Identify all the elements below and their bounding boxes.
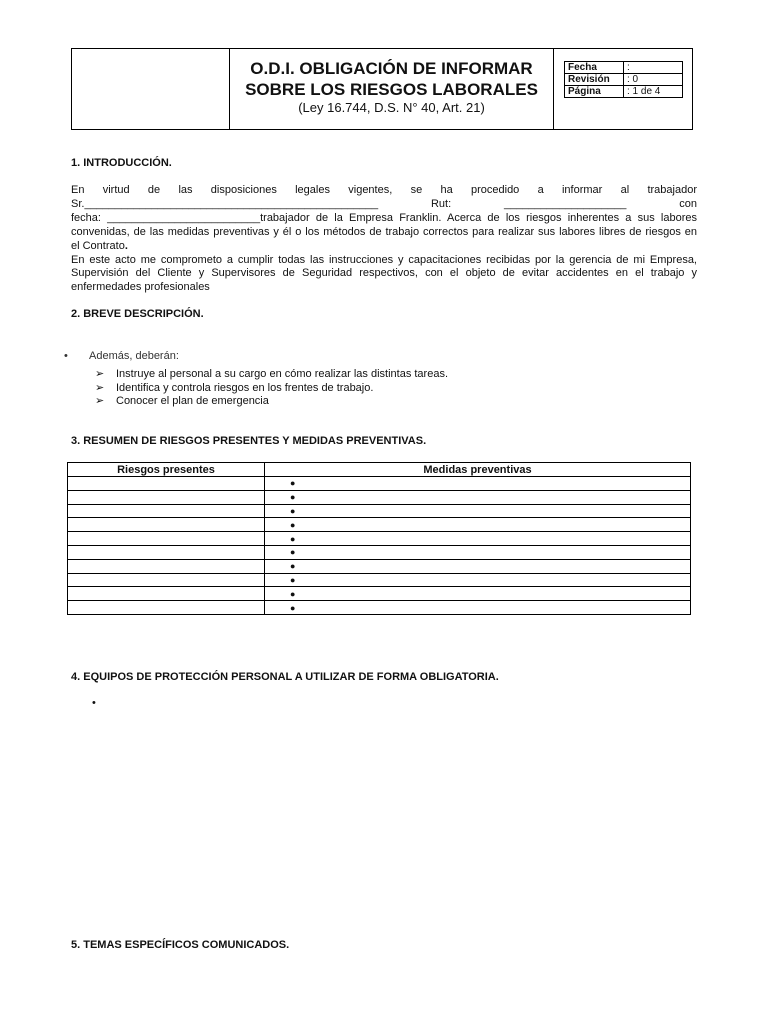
list-item — [95, 382, 448, 396]
measure-cell[interactable] — [265, 532, 691, 546]
table-row — [68, 545, 691, 559]
measure-cell[interactable] — [265, 504, 691, 518]
meta-value: : 0 — [624, 74, 683, 86]
section3-title: 3. RESUMEN DE RIESGOS PRESENTES Y MEDIDAS PREVENTIVAS. — [71, 435, 427, 447]
measure-cell[interactable] — [265, 490, 691, 504]
table-row — [68, 587, 691, 601]
document-subtitle: (Ley 16.744, D.S. N° 40, Art. 21) — [298, 100, 485, 115]
table-row — [68, 573, 691, 587]
col-header-riesgos: Riesgos presentes — [68, 463, 265, 477]
bullet-icon: ● — [290, 505, 296, 516]
table-row — [68, 504, 691, 518]
bullet-icon: ● — [290, 588, 296, 599]
intro-line-2: Sr.________________________________________________ Rut: ____________________ con — [71, 198, 697, 210]
bullet-icon: ● — [290, 547, 296, 558]
meta-value: : — [624, 62, 683, 74]
measure-cell[interactable] — [265, 518, 691, 532]
risk-cell[interactable] — [68, 504, 265, 518]
meta-label: Revisión — [565, 74, 624, 86]
risk-cell[interactable] — [68, 532, 265, 546]
document-title-line2: SOBRE LOS RIESGOS LABORALES — [245, 80, 538, 99]
risk-cell[interactable] — [68, 545, 265, 559]
section2-bullet-text: Además, deberán: — [89, 350, 179, 362]
bullet-icon: ● — [290, 574, 296, 585]
section4-title: 4. EQUIPOS DE PROTECCIÓN PERSONAL A UTILIZAR DE FORMA OBLIGATORIA. — [71, 671, 499, 683]
section4-bullet: • — [92, 697, 96, 709]
section2-title: 2. BREVE DESCRIPCIÓN. — [71, 308, 204, 320]
section2-bullet — [64, 350, 179, 362]
meta-row-fecha — [565, 62, 683, 74]
intro-contract-text: el Contrato — [71, 240, 125, 252]
risk-cell[interactable] — [68, 477, 265, 491]
meta-row-revision — [565, 74, 683, 86]
arrow-bullet-icon: ➢ — [95, 381, 105, 394]
bullet-icon: ● — [290, 519, 296, 530]
table-row — [68, 477, 691, 491]
bullet-icon: ● — [290, 492, 296, 503]
list-item — [95, 395, 448, 409]
table-row — [68, 518, 691, 532]
table-row — [68, 532, 691, 546]
bullet-icon: ● — [290, 533, 296, 544]
meta-label: Fecha — [565, 62, 624, 74]
meta-table — [564, 61, 683, 98]
title-cell — [230, 49, 554, 129]
meta-value: : 1 de 4 — [624, 86, 683, 98]
table-row — [68, 490, 691, 504]
measure-cell[interactable] — [265, 477, 691, 491]
logo-cell — [72, 49, 230, 129]
intro-line-1: En virtud de las disposiciones legales vigentes, se ha procedido a informar al trabajador — [71, 184, 697, 196]
bullet-icon: ● — [290, 478, 296, 489]
measure-cell[interactable] — [265, 559, 691, 573]
table-row — [68, 601, 691, 615]
intro-line-4: convenidas, de las medidas preventivas y él o los métodos de trabajo correctos para realizar sus labores libres de riesgos en — [71, 226, 697, 238]
arrow-bullet-icon: ➢ — [95, 395, 105, 408]
arrow-bullet-icon: ➢ — [95, 368, 105, 380]
intro-line-3: fecha: _________________________trabajador de la Empresa Franklin. Acerca de los riesgos inherentes a sus labores — [71, 212, 697, 224]
measure-cell[interactable] — [265, 573, 691, 587]
risk-cell[interactable] — [68, 490, 265, 504]
list-item-text: Conocer el plan de emergencia — [116, 395, 269, 408]
measure-cell[interactable] — [265, 587, 691, 601]
risk-cell[interactable] — [68, 601, 265, 615]
bullet-icon: ● — [290, 602, 296, 613]
risk-table-body — [68, 477, 691, 615]
document-header — [71, 48, 693, 130]
risk-table — [67, 462, 691, 615]
section2-list — [95, 368, 448, 409]
risk-cell[interactable] — [68, 559, 265, 573]
measure-cell[interactable] — [265, 545, 691, 559]
risk-cell[interactable] — [68, 587, 265, 601]
meta-label: Página — [565, 86, 624, 98]
section5-title: 5. TEMAS ESPECÍFICOS COMUNICADOS. — [71, 939, 290, 951]
table-row — [68, 559, 691, 573]
intro-line-8: enfermedades profesionales — [71, 281, 210, 293]
measure-cell[interactable] — [265, 601, 691, 615]
list-item-text: Instruye al personal a su cargo en cómo realizar las distintas tareas. — [116, 368, 448, 380]
risk-table-header — [68, 463, 691, 477]
col-header-medidas: Medidas preventivas — [265, 463, 691, 477]
intro-line-6: En este acto me comprometo a cumplir todas las instrucciones y capacitaciones recibidas por la gerencia de mi Empresa, — [71, 254, 697, 266]
risk-cell[interactable] — [68, 573, 265, 587]
intro-line-7: Supervisión del Cliente y Supervisores de Seguridad respectivos, con el objeto de evitar accidentes en el trabajo y — [71, 267, 697, 279]
intro-line-5 — [71, 240, 697, 254]
section1-title: 1. INTRODUCCIÓN. — [71, 157, 172, 169]
intro-contract-period: . — [124, 240, 128, 252]
bullet-dot: • — [64, 350, 68, 362]
meta-row-pagina — [565, 86, 683, 98]
bullet-icon: ● — [290, 561, 296, 572]
list-item-text: Identifica y controla riesgos en los frentes de trabajo. — [116, 381, 374, 394]
list-item — [95, 368, 448, 382]
document-title-line1: O.D.I. OBLIGACIÓN DE INFORMAR — [250, 59, 533, 78]
meta-cell — [554, 49, 692, 129]
risk-cell[interactable] — [68, 518, 265, 532]
